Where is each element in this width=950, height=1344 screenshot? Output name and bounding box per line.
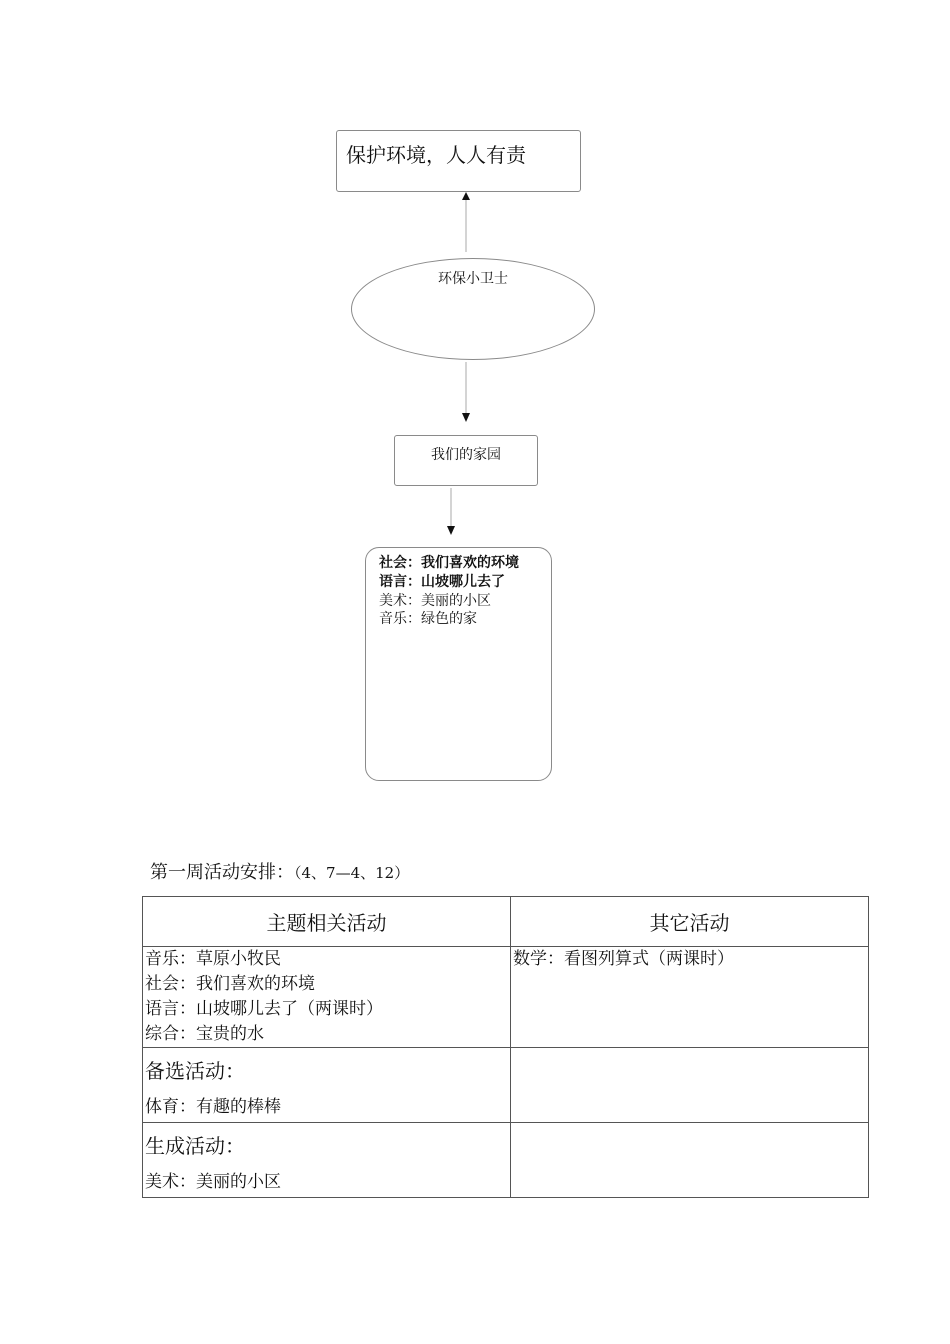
topic-title: 保护环境，人人有责	[346, 143, 526, 167]
theme-oval	[351, 258, 595, 360]
activity-item: 语言：山坡哪儿去了	[379, 574, 505, 590]
empty-cell	[511, 1048, 869, 1123]
list-item: 数学：看图列算式（两课时）	[513, 949, 734, 969]
table-header-row	[143, 897, 869, 947]
list-item: 音乐：草原小牧民	[145, 949, 281, 969]
other-activities-cell	[511, 947, 869, 1048]
table-row	[143, 1123, 869, 1198]
activity-item: 音乐：绿色的家	[379, 611, 477, 627]
theme-activities-cell	[143, 947, 511, 1048]
table-row	[143, 947, 869, 1048]
header-theme-activities: 主题相关活动	[143, 897, 511, 947]
activity-list-box	[365, 547, 552, 781]
subtopic-box	[394, 435, 538, 486]
optional-activities-cell	[143, 1048, 511, 1123]
week-schedule-heading	[150, 858, 409, 884]
activity-item: 社会：我们喜欢的环境	[379, 555, 519, 571]
generated-activities-cell	[143, 1123, 511, 1198]
week-title: 第一周活动安排：	[150, 862, 294, 883]
optional-label: 备选活动：	[145, 1059, 245, 1083]
list-item: 社会：我们喜欢的环境	[145, 974, 315, 994]
subtopic-title: 我们的家园	[431, 447, 501, 463]
table-row	[143, 1048, 869, 1123]
generated-item: 美术：美丽的小区	[145, 1172, 281, 1192]
generated-label: 生成活动：	[145, 1134, 245, 1158]
week-dates: （4、7—4、12）	[294, 864, 410, 882]
activity-item: 美术：美丽的小区	[379, 593, 491, 609]
activity-table	[142, 896, 869, 1198]
theme-title: 环保小卫士	[438, 271, 508, 287]
list-item: 语言：山坡哪儿去了（两课时）	[145, 999, 383, 1019]
header-other-activities: 其它活动	[511, 897, 869, 947]
list-item: 综合：宝贵的水	[145, 1024, 264, 1044]
empty-cell	[511, 1123, 869, 1198]
topic-box	[336, 130, 581, 192]
optional-item: 体育：有趣的棒棒	[145, 1097, 281, 1117]
